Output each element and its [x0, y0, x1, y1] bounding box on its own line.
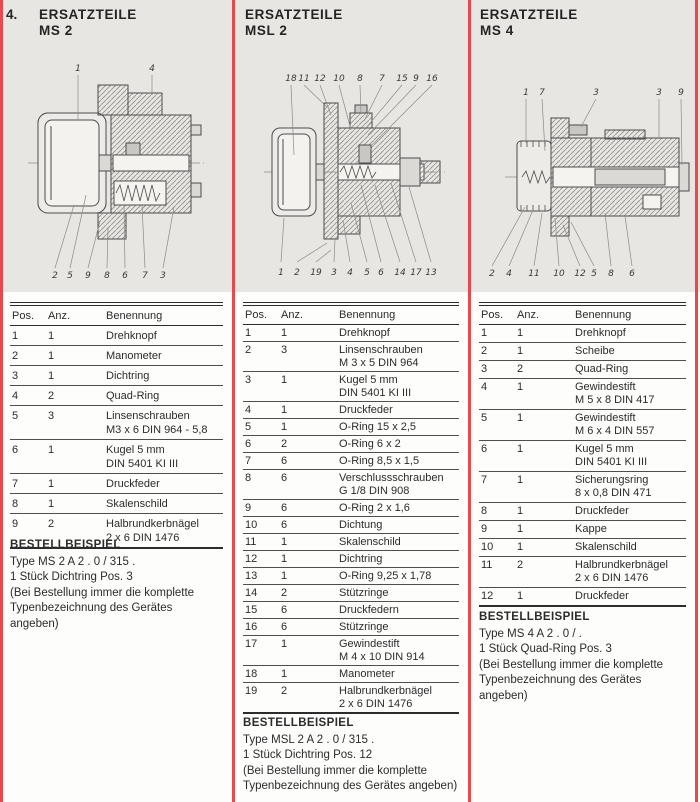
- column-ms2: [6, 0, 228, 802]
- page-left-rule: [0, 0, 3, 802]
- table-header-row: [479, 306, 686, 325]
- table-row: 3 1 Dichtring: [10, 366, 223, 386]
- callout-number: 11: [528, 269, 540, 279]
- callout-number: 14: [394, 268, 406, 278]
- callout-number: 12: [574, 269, 586, 279]
- order-example-heading: BESTELLBEISPIEL: [243, 717, 354, 729]
- order-example-line: Typenbezeichnung des Gerätes angeben): [479, 674, 642, 702]
- order-example-body: [479, 627, 687, 705]
- callout-number: 12: [314, 74, 326, 84]
- table-row: 5 1 O-Ring 15 x 2,5: [243, 419, 459, 436]
- order-example-line: (Bei Bestellung immer die komplette: [243, 764, 428, 777]
- table-header-row: [243, 306, 459, 325]
- table-row: 16 6 Stützringe: [243, 619, 459, 636]
- order-example-ms4: [479, 610, 687, 704]
- callout-number: 8: [608, 269, 614, 279]
- callout-number: 19: [310, 268, 322, 278]
- table-row: 2 3 Linsenschrauben M 3 x 5 DIN 964: [243, 342, 459, 372]
- parts-table-ms2: [10, 302, 223, 549]
- order-example-line: 1 Stück Dichtring Pos. 12: [243, 749, 373, 761]
- column-divider-2: [468, 0, 471, 802]
- column-msl2: [239, 0, 464, 802]
- table-row: 1 1 Drehknopf: [10, 326, 223, 346]
- table-row: 7 1 Sicherungsring 8 x 0,8 DIN 471: [479, 472, 686, 503]
- table-row: 5 3 Linsenschrauben M3 x 6 DIN 964 - 5,8: [10, 406, 223, 440]
- table-row: 11 1 Skalenschild: [243, 534, 459, 551]
- table-row: 7 6 O-Ring 8,5 x 1,5: [243, 453, 459, 470]
- table-row: 5 1 Gewindestift M 6 x 4 DIN 557: [479, 410, 686, 441]
- table-row: 1 1 Drehknopf: [479, 325, 686, 343]
- callout-number: 5: [67, 271, 73, 281]
- callout-number: 16: [426, 74, 438, 84]
- parts-table-msl2: [243, 302, 459, 714]
- order-example-line: Typenbezeichnung des Gerätes angeben): [10, 602, 173, 630]
- table-row: 2 1 Scheibe: [479, 343, 686, 361]
- table-row: 9 1 Kappe: [479, 521, 686, 539]
- order-example-body: [10, 555, 224, 633]
- callout-number: 2: [52, 271, 58, 281]
- callout-number: 9: [85, 271, 91, 281]
- col-header-benennung: Benennung: [104, 306, 223, 326]
- callout-number: 5: [591, 269, 597, 279]
- table-row: 2 1 Manometer: [10, 346, 223, 366]
- col-header-benennung: Benennung: [573, 306, 686, 325]
- callout-number: 15: [396, 74, 408, 84]
- callout-number: 3: [331, 268, 337, 278]
- col-header-pos: Pos.: [10, 306, 46, 326]
- order-example-line: 1 Stück Quad-Ring Pos. 3: [479, 643, 612, 655]
- ms2-cross-section-diagram: [6, 55, 228, 295]
- column-divider-1: [232, 0, 235, 802]
- table-row: 12 1 Druckfeder: [479, 588, 686, 607]
- col-header-anz: Anz.: [279, 306, 337, 325]
- table-row: 9 2 Halbrundkerbnägel 2 x 6 DIN 1476: [10, 514, 223, 549]
- callout-number: 6: [629, 269, 635, 279]
- ms4-cross-section-diagram: [475, 55, 691, 295]
- table-row: 17 1 Gewindestift M 4 x 10 DIN 914: [243, 636, 459, 666]
- callout-number: 11: [298, 74, 310, 84]
- callout-number: 7: [379, 74, 385, 84]
- col-header-anz: Anz.: [515, 306, 573, 325]
- order-example-line: Type MSL 2 A 2 . 0 / 315 .: [243, 733, 375, 746]
- page-right-rule: [695, 0, 698, 802]
- callout-number: 6: [122, 271, 128, 281]
- table-row: 1 1 Drehknopf: [243, 325, 459, 342]
- order-example-line: (Bei Bestellung immer die komplette: [479, 658, 664, 671]
- table-row: 15 6 Druckfedern: [243, 602, 459, 619]
- callout-number: 9: [678, 88, 684, 98]
- callout-number: 5: [364, 268, 370, 278]
- callout-number: 7: [539, 88, 545, 98]
- table-row: 3 2 Quad-Ring: [479, 361, 686, 379]
- title-line1: ERSATZTEILE: [480, 7, 578, 22]
- table-row: 12 1 Dichtring: [243, 551, 459, 568]
- column-title: [480, 7, 578, 39]
- section-number: 4.: [6, 7, 18, 22]
- order-example-line: Type MS 4 A 2 . 0 / .: [479, 627, 582, 640]
- order-example-line: Type MS 2 A 2 . 0 / 315 .: [10, 555, 136, 568]
- callout-number: 7: [142, 271, 148, 281]
- title-line2: MS 2: [39, 23, 73, 38]
- order-example-body: [243, 733, 460, 795]
- order-example-heading: BESTELLBEISPIEL: [10, 539, 121, 551]
- table-row: 18 1 Manometer: [243, 666, 459, 683]
- title-line1: ERSATZTEILE: [245, 7, 343, 22]
- callout-number: 8: [104, 271, 110, 281]
- title-line1: ERSATZTEILE: [39, 7, 137, 22]
- table-row: 10 1 Skalenschild: [479, 539, 686, 557]
- parts-table-ms4: [479, 302, 686, 607]
- table-row: 4 2 Quad-Ring: [10, 386, 223, 406]
- callout-number: 8: [357, 74, 363, 84]
- table-header-row: [10, 306, 223, 326]
- col-header-pos: Pos.: [243, 306, 279, 325]
- table-row: 19 2 Halbrundkerbnägel 2 x 6 DIN 1476: [243, 683, 459, 714]
- callout-number: 3: [160, 271, 166, 281]
- order-example-line: 1 Stück Dichtring Pos. 3: [10, 571, 133, 583]
- order-example-heading: BESTELLBEISPIEL: [479, 611, 590, 623]
- table-row: 13 1 O-Ring 9,25 x 1,78: [243, 568, 459, 585]
- table-row: 4 1 Druckfeder: [243, 402, 459, 419]
- callout-number: 6: [378, 268, 384, 278]
- callout-number: 1: [278, 268, 284, 278]
- callout-number: 4: [506, 269, 512, 279]
- table-row: 9 6 O-Ring 2 x 1,6: [243, 500, 459, 517]
- table-row: 8 1 Druckfeder: [479, 503, 686, 521]
- column-title: [245, 7, 343, 39]
- callout-number: 4: [347, 268, 353, 278]
- callout-number: 4: [149, 64, 155, 74]
- column-header-ms4: [480, 7, 578, 39]
- order-example-msl2: [243, 716, 460, 795]
- column-title: [39, 7, 137, 39]
- table-row: 10 6 Dichtung: [243, 517, 459, 534]
- callout-number: 17: [410, 268, 422, 278]
- order-example-line: (Bei Bestellung immer die komplette: [10, 586, 195, 599]
- table-row: 4 1 Gewindestift M 5 x 8 DIN 417: [479, 379, 686, 410]
- callout-number: 18: [285, 74, 297, 84]
- callout-number: 1: [523, 88, 529, 98]
- table-row: 8 6 Verschlussschrauben G 1/8 DIN 908: [243, 470, 459, 500]
- table-row: 8 1 Skalenschild: [10, 494, 223, 514]
- callout-number: 3: [656, 88, 662, 98]
- table-row: 6 1 Kugel 5 mm DIN 5401 KI III: [479, 441, 686, 472]
- callout-number: 9: [413, 74, 419, 84]
- table-row: 6 2 O-Ring 6 x 2: [243, 436, 459, 453]
- column-header-msl2: [245, 7, 343, 39]
- order-example-ms2: [10, 538, 224, 632]
- table-row: 11 2 Halbrundkerbnägel 2 x 6 DIN 1476: [479, 557, 686, 588]
- table-row: 6 1 Kugel 5 mm DIN 5401 KI III: [10, 440, 223, 474]
- col-header-benennung: Benennung: [337, 306, 459, 325]
- column-ms4: [475, 0, 691, 802]
- title-line2: MS 4: [480, 23, 514, 38]
- title-line2: MSL 2: [245, 23, 288, 38]
- callout-number: 2: [489, 269, 495, 279]
- callout-number: 3: [593, 88, 599, 98]
- order-example-line: Typenbezeichnung des Gerätes angeben): [243, 780, 458, 792]
- column-header-ms2: [6, 7, 137, 39]
- callout-number: 2: [294, 268, 300, 278]
- callout-number: 10: [553, 269, 565, 279]
- col-header-anz: Anz.: [46, 306, 104, 326]
- table-row: 14 2 Stützringe: [243, 585, 459, 602]
- msl2-cross-section-diagram: [239, 55, 464, 295]
- callout-number: 13: [425, 268, 437, 278]
- callout-number: 10: [333, 74, 345, 84]
- callout-number: 1: [75, 64, 81, 74]
- col-header-pos: Pos.: [479, 306, 515, 325]
- table-row: 7 1 Druckfeder: [10, 474, 223, 494]
- table-row: 3 1 Kugel 5 mm DIN 5401 KI III: [243, 372, 459, 402]
